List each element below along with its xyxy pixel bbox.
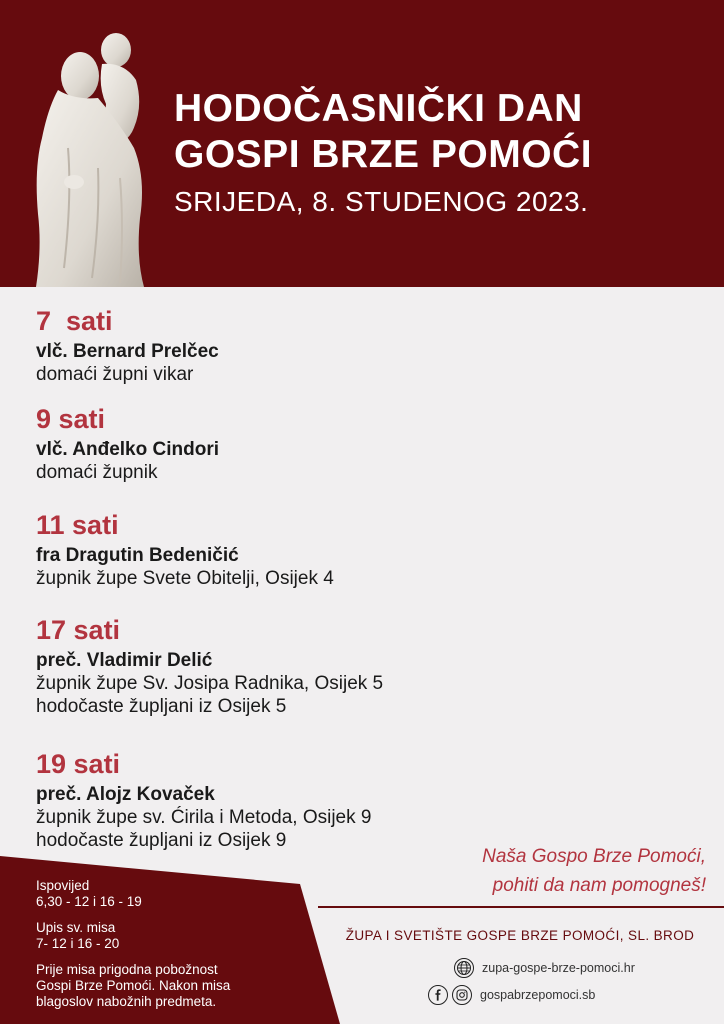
schedule-time: 7 sati (36, 306, 113, 336)
confession-info (36, 878, 316, 910)
globe-icon (454, 958, 474, 978)
celebrant-name: vlč. Bernard Prelčec (36, 341, 219, 362)
note-line: Prije misa prigodna pobožnost (36, 962, 218, 977)
parish-name: ŽUPA I SVETIŠTE GOSPE BRZE POMOĆI, SL. BROD (345, 928, 695, 943)
title-line-1: HODOČASNIČKI DAN (174, 87, 583, 130)
celebrant-role: župnik župe Sv. Josipa Radnika, Osijek 5 (36, 673, 384, 694)
social-text: gospabrzepomoci.sb (480, 988, 596, 1002)
pilgrimage-note: hodočaste župljani iz Osijek 5 (36, 696, 287, 717)
quote-line: pohiti da nam pomogneš! (492, 875, 706, 896)
confession-label: Ispovijed (36, 878, 90, 893)
celebrant-role: domaći župni vikar (36, 364, 194, 385)
facebook-icon (428, 985, 448, 1005)
mass-times: 7- 12 i 16 - 20 (36, 936, 120, 951)
celebrant-role: domaći župnik (36, 462, 158, 483)
confession-times: 6,30 - 12 i 16 - 19 (36, 894, 142, 909)
divider (318, 906, 724, 908)
mass-label: Upis sv. misa (36, 920, 116, 935)
website-text: zupa-gospe-brze-pomoci.hr (482, 961, 635, 975)
social-link[interactable] (428, 985, 718, 1005)
note-line: blagoslov nabožnih predmeta. (36, 994, 217, 1009)
celebrant-name: fra Dragutin Bedeničić (36, 545, 239, 566)
schedule-time: 17 sati (36, 615, 121, 645)
schedule-time: 11 sati (36, 510, 119, 540)
website-link[interactable] (428, 958, 718, 978)
schedule-item (36, 614, 596, 718)
statue-illustration (28, 28, 158, 287)
instagram-icon (452, 985, 472, 1005)
quote-line: Naša Gospo Brze Pomoći, (482, 846, 706, 867)
schedule-item (36, 509, 596, 590)
info-panel (36, 878, 316, 1010)
schedule-item (36, 748, 596, 852)
mass-registration-info (36, 920, 316, 952)
celebrant-role: župnik župe sv. Ćirila i Metoda, Osijek 9 (36, 807, 372, 828)
celebrant-name: preč. Alojz Kovaček (36, 784, 215, 805)
schedule-time: 19 sati (36, 749, 121, 779)
pilgrimage-note: hodočaste župljani iz Osijek 9 (36, 830, 287, 851)
devotion-note (36, 962, 316, 1010)
event-date: SRIJEDA, 8. STUDENOG 2023. (174, 186, 589, 217)
prayer-quote (380, 842, 706, 900)
celebrant-name: preč. Vladimir Delić (36, 650, 213, 671)
title-line-2: GOSPI BRZE POMOĆI (174, 133, 593, 176)
note-line: Gospi Brze Pomoći. Nakon misa (36, 978, 231, 993)
schedule-time: 9 sati (36, 404, 106, 434)
schedule-item (36, 403, 596, 484)
header-banner (0, 0, 724, 287)
celebrant-name: vlč. Anđelko Cindori (36, 439, 219, 460)
page-title (174, 86, 592, 178)
schedule-item (36, 305, 596, 386)
celebrant-role: župnik župe Svete Obitelji, Osijek 4 (36, 568, 334, 589)
